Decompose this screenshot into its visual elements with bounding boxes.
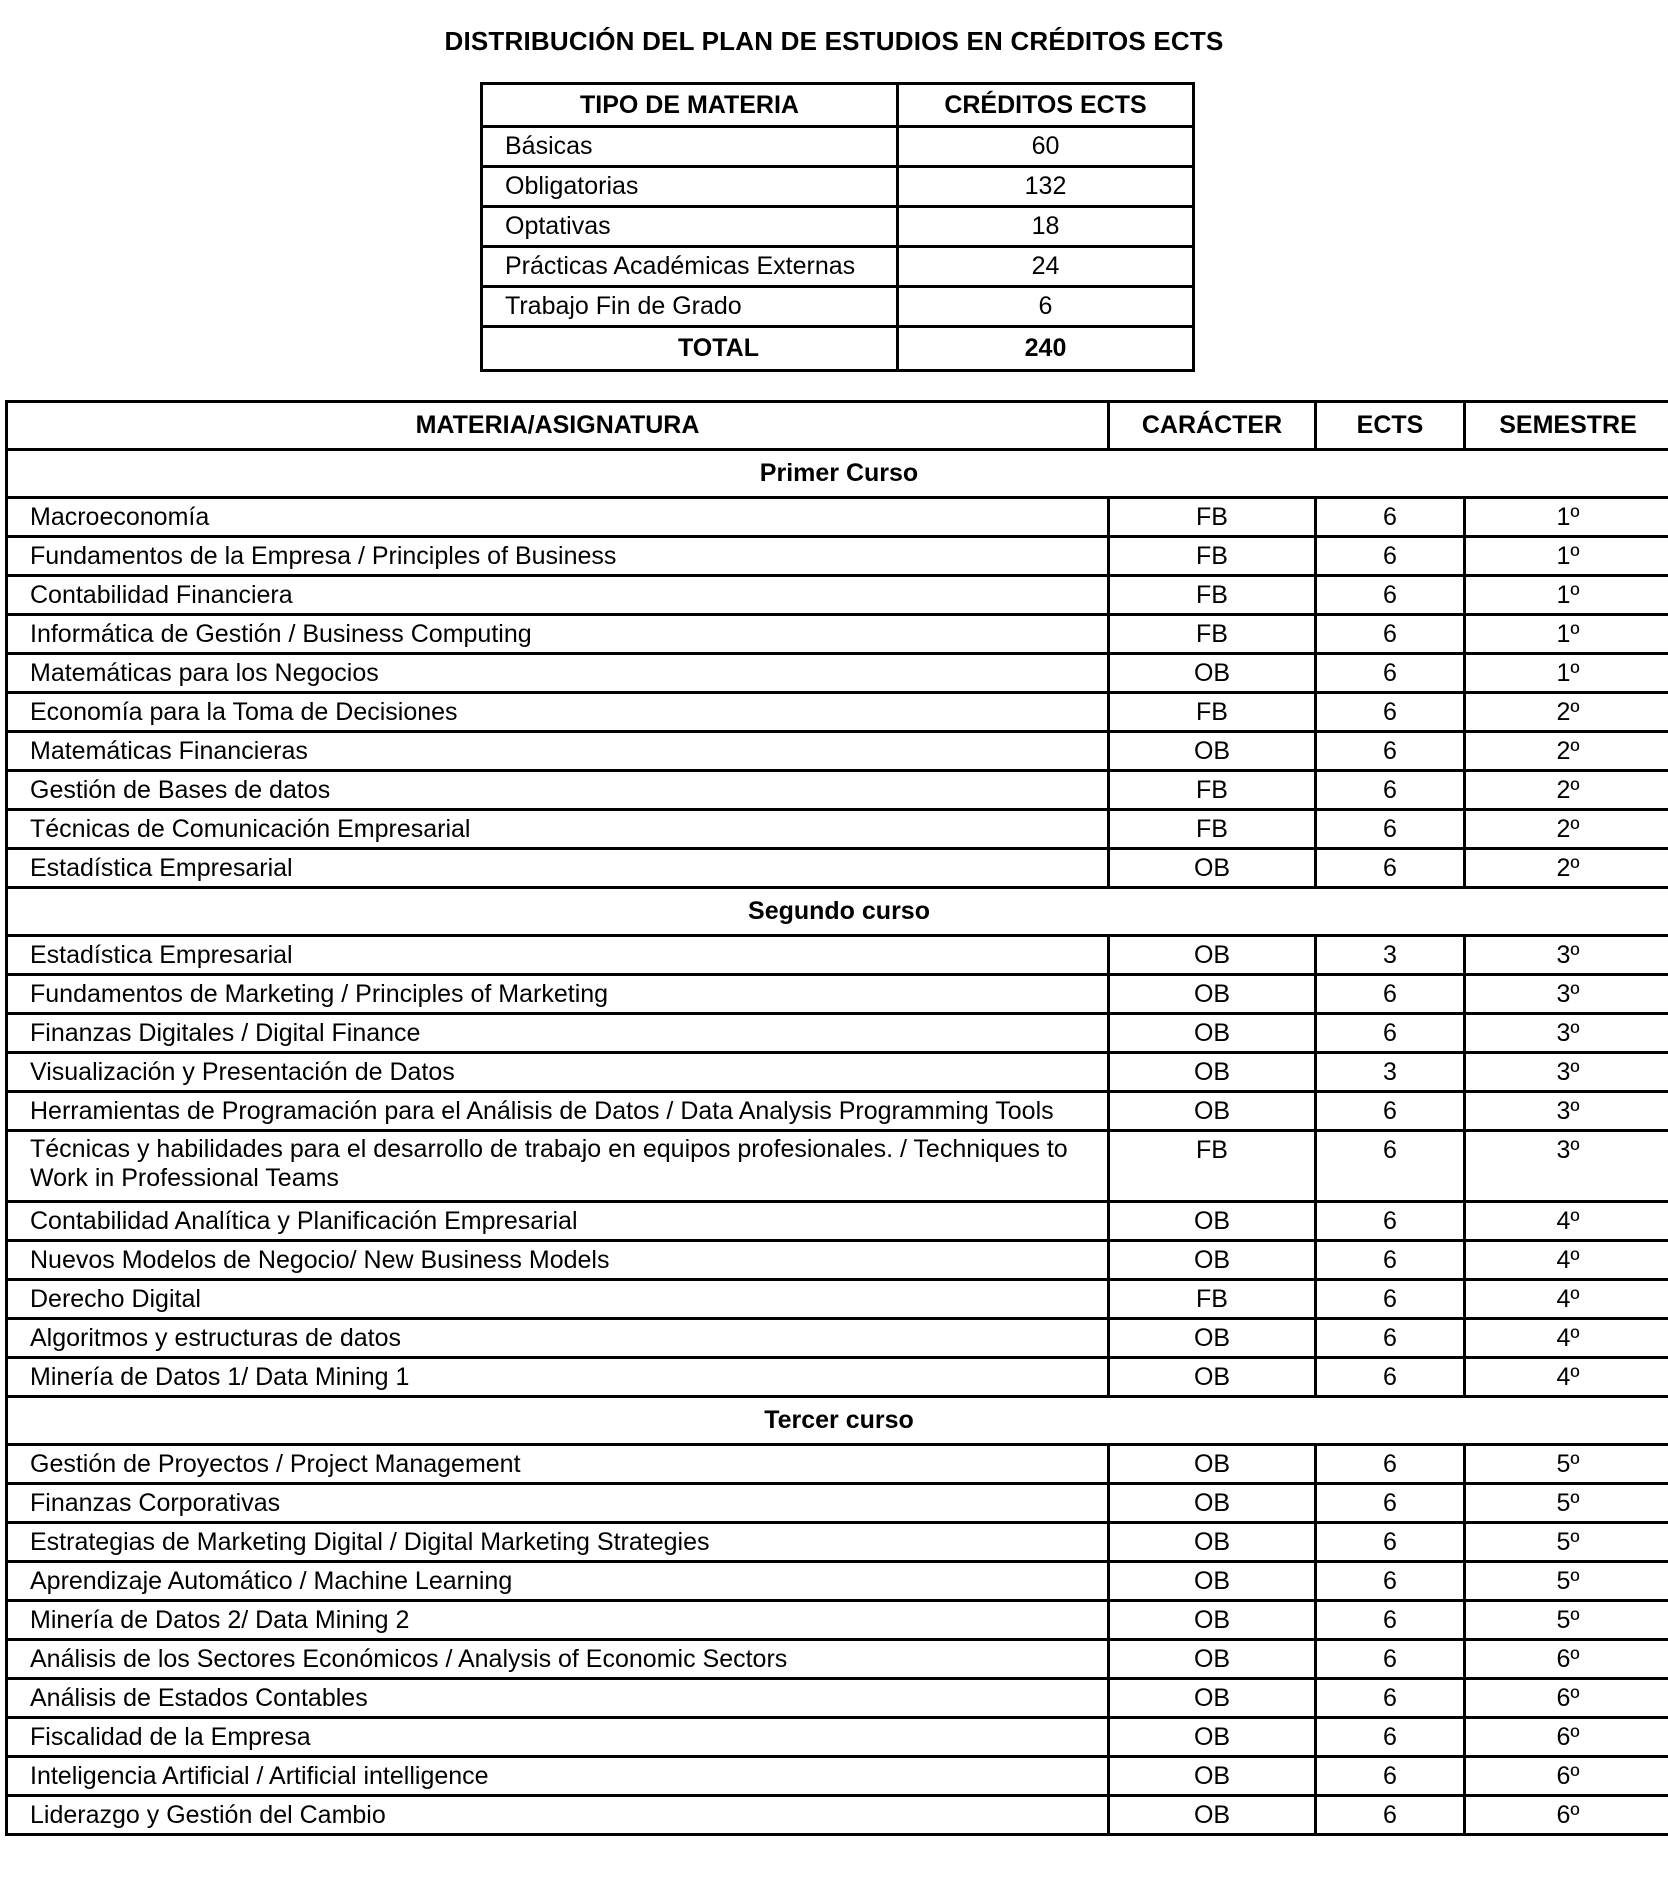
- caracter-cell: FB: [1109, 576, 1316, 615]
- caracter-cell: FB: [1109, 537, 1316, 576]
- subject-cell: Fundamentos de la Empresa / Principles of Business: [7, 537, 1109, 576]
- semestre-cell: 3º: [1465, 1053, 1668, 1092]
- caracter-cell: FB: [1109, 1280, 1316, 1319]
- caracter-cell: OB: [1109, 1601, 1316, 1640]
- semestre-cell: 3º: [1465, 1014, 1668, 1053]
- caracter-cell: OB: [1109, 1358, 1316, 1397]
- semestre-cell: 2º: [1465, 849, 1668, 888]
- summary-total-row: [482, 327, 1194, 371]
- subject-cell: Matemáticas Financieras: [7, 732, 1109, 771]
- semestre-cell: 5º: [1465, 1484, 1668, 1523]
- table-row: [7, 1679, 1668, 1718]
- subject-cell: Estadística Empresarial: [7, 936, 1109, 975]
- semestre-cell: 6º: [1465, 1640, 1668, 1679]
- table-row: [7, 576, 1668, 615]
- table-row: [7, 1562, 1668, 1601]
- semestre-cell: 4º: [1465, 1319, 1668, 1358]
- ects-cell: 6: [1316, 849, 1465, 888]
- ects-cell: 6: [1316, 693, 1465, 732]
- summary-tipo: Básicas: [482, 127, 898, 167]
- table-row: [7, 936, 1668, 975]
- subject-cell: Contabilidad Financiera: [7, 576, 1109, 615]
- semestre-cell: 3º: [1465, 975, 1668, 1014]
- summary-tipo: Optativas: [482, 207, 898, 247]
- semestre-cell: 1º: [1465, 537, 1668, 576]
- caracter-cell: FB: [1109, 498, 1316, 537]
- ects-cell: 6: [1316, 654, 1465, 693]
- ects-cell: 6: [1316, 810, 1465, 849]
- caracter-cell: FB: [1109, 771, 1316, 810]
- subject-cell: Contabilidad Analítica y Planificación Empresarial: [7, 1202, 1109, 1241]
- subject-cell: Herramientas de Programación para el Análisis de Datos / Data Analysis Programming Tools: [7, 1092, 1109, 1131]
- section-row: [7, 1397, 1668, 1445]
- subject-cell: Liderazgo y Gestión del Cambio: [7, 1796, 1109, 1835]
- caracter-cell: FB: [1109, 1131, 1316, 1202]
- table-row: [7, 849, 1668, 888]
- ects-cell: 6: [1316, 732, 1465, 771]
- ects-cell: 6: [1316, 1131, 1465, 1202]
- semestre-cell: 4º: [1465, 1241, 1668, 1280]
- section-title: Tercer curso: [7, 1397, 1668, 1445]
- summary-row: [482, 167, 1194, 207]
- table-row: [7, 771, 1668, 810]
- header-tipo-materia: TIPO DE MATERIA: [482, 84, 898, 127]
- credits-summary-table: [480, 82, 1195, 372]
- table-row: [7, 615, 1668, 654]
- subject-cell: Economía para la Toma de Decisiones: [7, 693, 1109, 732]
- ects-cell: 6: [1316, 498, 1465, 537]
- subject-cell: Fundamentos de Marketing / Principles of Marketing: [7, 975, 1109, 1014]
- ects-cell: 6: [1316, 1280, 1465, 1319]
- subject-cell: Derecho Digital: [7, 1280, 1109, 1319]
- caracter-cell: FB: [1109, 810, 1316, 849]
- table-row: [7, 498, 1668, 537]
- header-materia: MATERIA/ASIGNATURA: [7, 402, 1109, 450]
- ects-cell: 6: [1316, 1757, 1465, 1796]
- ects-cell: 6: [1316, 1679, 1465, 1718]
- section-title: Segundo curso: [7, 888, 1668, 936]
- header-ects: ECTS: [1316, 402, 1465, 450]
- subject-cell: Técnicas y habilidades para el desarrollo de trabajo en equipos profesionales. / Techniques to Work in Professional Teams: [7, 1131, 1109, 1202]
- caracter-cell: OB: [1109, 1523, 1316, 1562]
- table-row: [7, 1484, 1668, 1523]
- table-row: [7, 1241, 1668, 1280]
- table-row: [7, 1014, 1668, 1053]
- summary-header-row: [482, 84, 1194, 127]
- ects-cell: 6: [1316, 771, 1465, 810]
- subject-cell: Minería de Datos 1/ Data Mining 1: [7, 1358, 1109, 1397]
- caracter-cell: OB: [1109, 1562, 1316, 1601]
- caracter-cell: OB: [1109, 1241, 1316, 1280]
- summary-tipo: Obligatorias: [482, 167, 898, 207]
- ects-cell: 6: [1316, 1358, 1465, 1397]
- table-row: [7, 1280, 1668, 1319]
- semestre-cell: 1º: [1465, 615, 1668, 654]
- caracter-cell: OB: [1109, 1014, 1316, 1053]
- table-row: [7, 1131, 1668, 1202]
- table-row: [7, 975, 1668, 1014]
- caracter-cell: OB: [1109, 975, 1316, 1014]
- summary-creditos: 6: [898, 287, 1194, 327]
- study-plan-table: [5, 400, 1668, 1836]
- subject-cell: Inteligencia Artificial / Artificial intelligence: [7, 1757, 1109, 1796]
- table-row: [7, 693, 1668, 732]
- subject-cell: Macroeconomía: [7, 498, 1109, 537]
- semestre-cell: 3º: [1465, 936, 1668, 975]
- semestre-cell: 2º: [1465, 810, 1668, 849]
- semestre-cell: 6º: [1465, 1757, 1668, 1796]
- header-semestre: SEMESTRE: [1465, 402, 1668, 450]
- subject-cell: Gestión de Bases de datos: [7, 771, 1109, 810]
- section-row: [7, 888, 1668, 936]
- header-caracter: CARÁCTER: [1109, 402, 1316, 450]
- ects-cell: 6: [1316, 1640, 1465, 1679]
- subject-cell: Aprendizaje Automático / Machine Learning: [7, 1562, 1109, 1601]
- summary-tipo: Trabajo Fin de Grado: [482, 287, 898, 327]
- table-row: [7, 1523, 1668, 1562]
- semestre-cell: 1º: [1465, 576, 1668, 615]
- semestre-cell: 6º: [1465, 1718, 1668, 1757]
- summary-creditos: 60: [898, 127, 1194, 167]
- page-title: DISTRIBUCIÓN DEL PLAN DE ESTUDIOS EN CRÉDITOS ECTS: [444, 26, 1224, 56]
- ects-cell: 6: [1316, 537, 1465, 576]
- table-row: [7, 1718, 1668, 1757]
- ects-cell: 6: [1316, 1523, 1465, 1562]
- ects-cell: 6: [1316, 1796, 1465, 1835]
- table-row: [7, 1601, 1668, 1640]
- plan-header-row: [7, 402, 1668, 450]
- ects-cell: 6: [1316, 1718, 1465, 1757]
- summary-row: [482, 207, 1194, 247]
- summary-creditos: 132: [898, 167, 1194, 207]
- table-row: [7, 732, 1668, 771]
- caracter-cell: OB: [1109, 1092, 1316, 1131]
- table-row: [7, 1796, 1668, 1835]
- table-row: [7, 1202, 1668, 1241]
- ects-cell: 6: [1316, 576, 1465, 615]
- ects-cell: 6: [1316, 1202, 1465, 1241]
- subject-cell: Estadística Empresarial: [7, 849, 1109, 888]
- semestre-cell: 2º: [1465, 693, 1668, 732]
- summary-row: [482, 247, 1194, 287]
- table-row: [7, 810, 1668, 849]
- table-row: [7, 1092, 1668, 1131]
- ects-cell: 3: [1316, 936, 1465, 975]
- subject-cell: Algoritmos y estructuras de datos: [7, 1319, 1109, 1358]
- summary-total-label: TOTAL: [482, 327, 898, 371]
- section-row: [7, 450, 1668, 498]
- semestre-cell: 1º: [1465, 654, 1668, 693]
- caracter-cell: OB: [1109, 1445, 1316, 1484]
- table-row: [7, 1319, 1668, 1358]
- plan-body: [7, 450, 1668, 1835]
- ects-cell: 6: [1316, 1241, 1465, 1280]
- subject-cell: Informática de Gestión / Business Computing: [7, 615, 1109, 654]
- semestre-cell: 4º: [1465, 1280, 1668, 1319]
- caracter-cell: OB: [1109, 1757, 1316, 1796]
- ects-cell: 6: [1316, 1014, 1465, 1053]
- table-row: [7, 1640, 1668, 1679]
- summary-creditos: 18: [898, 207, 1194, 247]
- semestre-cell: 6º: [1465, 1679, 1668, 1718]
- semestre-cell: 5º: [1465, 1523, 1668, 1562]
- ects-cell: 6: [1316, 975, 1465, 1014]
- ects-cell: 3: [1316, 1053, 1465, 1092]
- ects-cell: 6: [1316, 1484, 1465, 1523]
- table-row: [7, 537, 1668, 576]
- caracter-cell: OB: [1109, 1053, 1316, 1092]
- subject-cell: Finanzas Corporativas: [7, 1484, 1109, 1523]
- subject-cell: Análisis de los Sectores Económicos / Analysis of Economic Sectors: [7, 1640, 1109, 1679]
- semestre-cell: 4º: [1465, 1202, 1668, 1241]
- summary-tipo: Prácticas Académicas Externas: [482, 247, 898, 287]
- subject-cell: Estrategias de Marketing Digital / Digital Marketing Strategies: [7, 1523, 1109, 1562]
- summary-row: [482, 287, 1194, 327]
- summary-creditos: 24: [898, 247, 1194, 287]
- ects-cell: 6: [1316, 1092, 1465, 1131]
- subject-cell: Análisis de Estados Contables: [7, 1679, 1109, 1718]
- ects-cell: 6: [1316, 1601, 1465, 1640]
- caracter-cell: OB: [1109, 654, 1316, 693]
- ects-cell: 6: [1316, 1562, 1465, 1601]
- semestre-cell: 4º: [1465, 1358, 1668, 1397]
- semestre-cell: 5º: [1465, 1601, 1668, 1640]
- subject-cell: Finanzas Digitales / Digital Finance: [7, 1014, 1109, 1053]
- caracter-cell: FB: [1109, 615, 1316, 654]
- summary-row: [482, 127, 1194, 167]
- caracter-cell: OB: [1109, 936, 1316, 975]
- subject-cell: Gestión de Proyectos / Project Management: [7, 1445, 1109, 1484]
- semestre-cell: 5º: [1465, 1445, 1668, 1484]
- ects-cell: 6: [1316, 615, 1465, 654]
- semestre-cell: 2º: [1465, 732, 1668, 771]
- semestre-cell: 3º: [1465, 1131, 1668, 1202]
- caracter-cell: OB: [1109, 849, 1316, 888]
- subject-cell: Visualización y Presentación de Datos: [7, 1053, 1109, 1092]
- table-row: [7, 1445, 1668, 1484]
- ects-cell: 6: [1316, 1445, 1465, 1484]
- caracter-cell: OB: [1109, 1718, 1316, 1757]
- caracter-cell: OB: [1109, 1640, 1316, 1679]
- caracter-cell: OB: [1109, 1484, 1316, 1523]
- caracter-cell: FB: [1109, 693, 1316, 732]
- subject-cell: Fiscalidad de la Empresa: [7, 1718, 1109, 1757]
- caracter-cell: OB: [1109, 1319, 1316, 1358]
- table-row: [7, 654, 1668, 693]
- semestre-cell: 1º: [1465, 498, 1668, 537]
- caracter-cell: OB: [1109, 1202, 1316, 1241]
- semestre-cell: 5º: [1465, 1562, 1668, 1601]
- summary-total-value: 240: [898, 327, 1194, 371]
- table-row: [7, 1053, 1668, 1092]
- section-title: Primer Curso: [7, 450, 1668, 498]
- subject-cell: Matemáticas para los Negocios: [7, 654, 1109, 693]
- ects-cell: 6: [1316, 1319, 1465, 1358]
- caracter-cell: OB: [1109, 732, 1316, 771]
- subject-cell: Minería de Datos 2/ Data Mining 2: [7, 1601, 1109, 1640]
- semestre-cell: 6º: [1465, 1796, 1668, 1835]
- table-row: [7, 1358, 1668, 1397]
- caracter-cell: OB: [1109, 1796, 1316, 1835]
- subject-cell: Nuevos Modelos de Negocio/ New Business Models: [7, 1241, 1109, 1280]
- semestre-cell: 3º: [1465, 1092, 1668, 1131]
- caracter-cell: OB: [1109, 1679, 1316, 1718]
- subject-cell: Técnicas de Comunicación Empresarial: [7, 810, 1109, 849]
- header-creditos-ects: CRÉDITOS ECTS: [898, 84, 1194, 127]
- semestre-cell: 2º: [1465, 771, 1668, 810]
- table-row: [7, 1757, 1668, 1796]
